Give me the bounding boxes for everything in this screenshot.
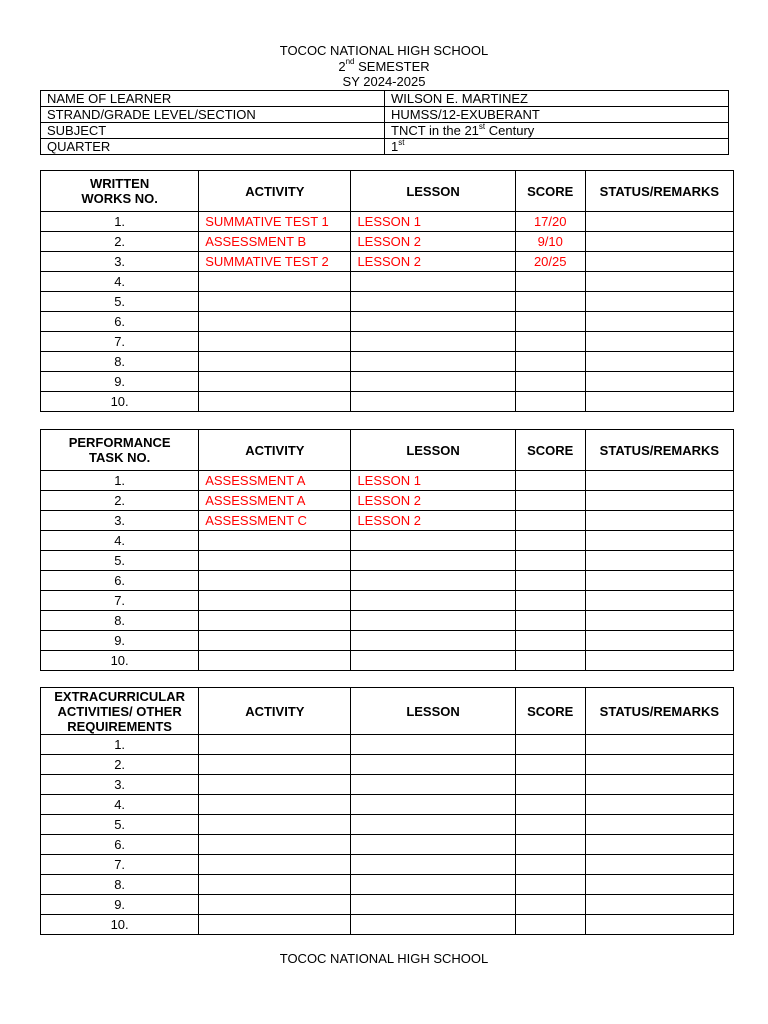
written-header-line1: WRITTEN xyxy=(90,176,150,191)
info-row-strand xyxy=(41,107,729,123)
activity-cell xyxy=(199,895,351,915)
activity-cell: SUMMATIVE TEST 1 xyxy=(199,212,351,232)
status-cell xyxy=(585,491,733,511)
activity-cell xyxy=(199,272,351,292)
activity-cell xyxy=(199,591,351,611)
score-cell xyxy=(515,915,585,935)
info-row-quarter xyxy=(41,139,729,155)
subject-value xyxy=(385,123,729,139)
status-cell xyxy=(585,915,733,935)
lesson-cell xyxy=(351,591,515,611)
score-cell xyxy=(515,392,585,412)
activity-cell: ASSESSMENT C xyxy=(199,511,351,531)
extra-header-line3: REQUIREMENTS xyxy=(67,718,172,734)
score-cell xyxy=(515,312,585,332)
name-label: NAME OF LEARNER xyxy=(41,91,385,107)
table-row xyxy=(41,292,734,312)
table-row xyxy=(41,531,734,551)
score-cell xyxy=(515,531,585,551)
row-number: 5. xyxy=(41,292,199,312)
row-number: 4. xyxy=(41,272,199,292)
table-row xyxy=(41,352,734,372)
activity-header: ACTIVITY xyxy=(199,171,351,212)
activity-cell: ASSESSMENT B xyxy=(199,232,351,252)
status-cell xyxy=(585,775,733,795)
activity-cell xyxy=(199,755,351,775)
status-cell xyxy=(585,611,733,631)
quarter-label: QUARTER xyxy=(41,139,385,155)
activity-cell xyxy=(199,775,351,795)
lesson-header: LESSON xyxy=(351,688,515,735)
status-cell xyxy=(585,272,733,292)
quarter-number: 1 xyxy=(391,139,399,154)
score-cell xyxy=(515,551,585,571)
status-cell xyxy=(585,252,733,272)
lesson-cell xyxy=(351,292,515,312)
lesson-cell xyxy=(351,755,515,775)
status-cell xyxy=(585,372,733,392)
info-row-name xyxy=(41,91,729,107)
status-cell xyxy=(585,551,733,571)
score-cell xyxy=(515,631,585,651)
score-cell xyxy=(515,755,585,775)
row-number: 3. xyxy=(41,252,199,272)
row-number: 5. xyxy=(41,815,199,835)
row-number: 9. xyxy=(41,631,199,651)
status-cell xyxy=(585,511,733,531)
lesson-cell xyxy=(351,312,515,332)
lesson-cell: LESSON 2 xyxy=(351,491,515,511)
table-row xyxy=(41,591,734,611)
table-row xyxy=(41,875,734,895)
status-cell xyxy=(585,651,733,671)
activity-cell xyxy=(199,292,351,312)
lesson-cell xyxy=(351,272,515,292)
status-cell xyxy=(585,855,733,875)
performance-task-table xyxy=(40,429,734,671)
table-row xyxy=(41,631,734,651)
row-number: 3. xyxy=(41,775,199,795)
score-cell xyxy=(515,775,585,795)
score-cell xyxy=(515,272,585,292)
activity-cell xyxy=(199,392,351,412)
school-name: TOCOC NATIONAL HIGH SCHOOL xyxy=(279,43,489,58)
written-header-line2: WORKS NO. xyxy=(81,191,158,206)
table-row xyxy=(41,895,734,915)
extra-header-row xyxy=(41,688,734,735)
status-cell xyxy=(585,895,733,915)
score-cell xyxy=(515,511,585,531)
status-cell xyxy=(585,392,733,412)
status-cell xyxy=(585,332,733,352)
table-row xyxy=(41,855,734,875)
row-number: 4. xyxy=(41,795,199,815)
lesson-cell xyxy=(351,571,515,591)
row-number: 8. xyxy=(41,611,199,631)
semester-line xyxy=(0,59,768,75)
lesson-cell xyxy=(351,372,515,392)
score-cell xyxy=(515,835,585,855)
name-value: WILSON E. MARTINEZ xyxy=(385,91,729,107)
status-cell xyxy=(585,571,733,591)
school-year: SY 2024-2025 xyxy=(342,74,426,89)
activity-cell xyxy=(199,651,351,671)
activity-cell xyxy=(199,312,351,332)
row-number: 1. xyxy=(41,212,199,232)
score-cell xyxy=(515,471,585,491)
status-header: STATUS/REMARKS xyxy=(585,688,733,735)
activity-cell xyxy=(199,332,351,352)
activity-cell xyxy=(199,835,351,855)
semester-number: 2 xyxy=(338,58,346,74)
activity-cell xyxy=(199,815,351,835)
table-row xyxy=(41,491,734,511)
row-number: 7. xyxy=(41,855,199,875)
score-cell xyxy=(515,571,585,591)
row-number: 6. xyxy=(41,835,199,855)
activity-cell xyxy=(199,915,351,935)
activity-cell xyxy=(199,855,351,875)
status-cell xyxy=(585,875,733,895)
strand-value: HUMSS/12-EXUBERANT xyxy=(385,107,729,123)
lesson-cell xyxy=(351,651,515,671)
activity-header: ACTIVITY xyxy=(199,430,351,471)
row-number: 1. xyxy=(41,735,199,755)
status-cell xyxy=(585,815,733,835)
status-cell xyxy=(585,352,733,372)
status-cell xyxy=(585,591,733,611)
activity-cell xyxy=(199,551,351,571)
table-row xyxy=(41,332,734,352)
row-number: 10. xyxy=(41,392,199,412)
activity-cell xyxy=(199,571,351,591)
activity-cell xyxy=(199,735,351,755)
lesson-cell xyxy=(351,392,515,412)
extra-no-header xyxy=(41,688,199,735)
status-header: STATUS/REMARKS xyxy=(585,430,733,471)
table-row xyxy=(41,471,734,491)
table-row xyxy=(41,571,734,591)
status-cell xyxy=(585,755,733,775)
score-cell xyxy=(515,875,585,895)
subject-text: TNCT in the 21 xyxy=(391,123,479,138)
table-row xyxy=(41,915,734,935)
lesson-cell xyxy=(351,855,515,875)
performance-header-line1: PERFORMANCE xyxy=(68,435,171,450)
row-number: 4. xyxy=(41,531,199,551)
activity-header: ACTIVITY xyxy=(199,688,351,735)
lesson-cell xyxy=(351,551,515,571)
table-row xyxy=(41,312,734,332)
row-number: 9. xyxy=(41,372,199,392)
lesson-cell xyxy=(351,835,515,855)
score-header: SCORE xyxy=(515,430,585,471)
row-number: 5. xyxy=(41,551,199,571)
score-cell: 17/20 xyxy=(515,212,585,232)
document-header xyxy=(0,43,768,90)
lesson-cell xyxy=(351,815,515,835)
learner-info-table xyxy=(40,90,729,155)
lesson-cell xyxy=(351,895,515,915)
table-row xyxy=(41,551,734,571)
subject-suffix: st xyxy=(478,121,486,131)
activity-cell: ASSESSMENT A xyxy=(199,491,351,511)
lesson-cell: LESSON 2 xyxy=(351,511,515,531)
row-number: 7. xyxy=(41,332,199,352)
activity-cell xyxy=(199,875,351,895)
score-cell xyxy=(515,491,585,511)
score-cell xyxy=(515,795,585,815)
lesson-cell: LESSON 1 xyxy=(351,212,515,232)
status-cell xyxy=(585,835,733,855)
semester-label: SEMESTER xyxy=(354,58,430,74)
status-cell xyxy=(585,471,733,491)
score-cell xyxy=(515,815,585,835)
score-cell xyxy=(515,855,585,875)
extra-header-line2: ACTIVITIES/ OTHER xyxy=(57,703,182,719)
status-cell xyxy=(585,212,733,232)
score-cell xyxy=(515,372,585,392)
lesson-cell: LESSON 2 xyxy=(351,252,515,272)
score-cell xyxy=(515,895,585,915)
performance-no-header xyxy=(41,430,199,471)
written-works-table xyxy=(40,170,734,412)
activity-cell: SUMMATIVE TEST 2 xyxy=(199,252,351,272)
row-number: 2. xyxy=(41,755,199,775)
activity-cell xyxy=(199,352,351,372)
table-row xyxy=(41,252,734,272)
score-cell xyxy=(515,352,585,372)
table-row xyxy=(41,651,734,671)
lesson-cell: LESSON 2 xyxy=(351,232,515,252)
score-cell xyxy=(515,611,585,631)
table-row xyxy=(41,795,734,815)
table-row xyxy=(41,775,734,795)
status-cell xyxy=(585,531,733,551)
table-row xyxy=(41,232,734,252)
info-row-subject xyxy=(41,123,729,139)
table-row xyxy=(41,212,734,232)
score-header: SCORE xyxy=(515,688,585,735)
activity-cell xyxy=(199,631,351,651)
performance-header-line2: TASK NO. xyxy=(89,450,151,465)
score-cell xyxy=(515,332,585,352)
status-cell xyxy=(585,312,733,332)
extra-header-line1: EXTRACURRICULAR xyxy=(54,688,185,704)
lesson-cell xyxy=(351,915,515,935)
row-number: 2. xyxy=(41,232,199,252)
table-row xyxy=(41,392,734,412)
activity-cell xyxy=(199,611,351,631)
status-cell xyxy=(585,735,733,755)
activity-cell: ASSESSMENT A xyxy=(199,471,351,491)
lesson-header: LESSON xyxy=(351,430,515,471)
performance-header-row xyxy=(41,430,734,471)
table-row xyxy=(41,272,734,292)
lesson-header: LESSON xyxy=(351,171,515,212)
row-number: 8. xyxy=(41,352,199,372)
row-number: 10. xyxy=(41,915,199,935)
subject-label: SUBJECT xyxy=(41,123,385,139)
activity-cell xyxy=(199,531,351,551)
quarter-suffix: st xyxy=(398,137,405,147)
table-row xyxy=(41,511,734,531)
lesson-cell xyxy=(351,332,515,352)
table-row xyxy=(41,735,734,755)
table-row xyxy=(41,372,734,392)
lesson-cell: LESSON 1 xyxy=(351,471,515,491)
score-cell xyxy=(515,735,585,755)
row-number: 6. xyxy=(41,312,199,332)
table-row xyxy=(41,755,734,775)
table-row xyxy=(41,611,734,631)
row-number: 10. xyxy=(41,651,199,671)
written-header-row xyxy=(41,171,734,212)
written-no-header xyxy=(41,171,199,212)
score-cell: 20/25 xyxy=(515,252,585,272)
score-cell xyxy=(515,651,585,671)
row-number: 7. xyxy=(41,591,199,611)
strand-label: STRAND/GRADE LEVEL/SECTION xyxy=(41,107,385,123)
lesson-cell xyxy=(351,775,515,795)
row-number: 9. xyxy=(41,895,199,915)
status-header: STATUS/REMARKS xyxy=(585,171,733,212)
row-number: 1. xyxy=(41,471,199,491)
lesson-cell xyxy=(351,531,515,551)
score-cell xyxy=(515,591,585,611)
semester-suffix: nd xyxy=(345,57,355,67)
status-cell xyxy=(585,232,733,252)
table-row xyxy=(41,835,734,855)
lesson-cell xyxy=(351,735,515,755)
score-header: SCORE xyxy=(515,171,585,212)
activity-cell xyxy=(199,795,351,815)
row-number: 6. xyxy=(41,571,199,591)
lesson-cell xyxy=(351,875,515,895)
score-cell: 9/10 xyxy=(515,232,585,252)
lesson-cell xyxy=(351,631,515,651)
lesson-cell xyxy=(351,795,515,815)
row-number: 2. xyxy=(41,491,199,511)
row-number: 3. xyxy=(41,511,199,531)
extracurricular-table xyxy=(40,687,734,935)
quarter-value xyxy=(385,139,729,155)
status-cell xyxy=(585,795,733,815)
status-cell xyxy=(585,292,733,312)
lesson-cell xyxy=(351,352,515,372)
activity-cell xyxy=(199,372,351,392)
status-cell xyxy=(585,631,733,651)
row-number: 8. xyxy=(41,875,199,895)
lesson-cell xyxy=(351,611,515,631)
subject-text-end: Century xyxy=(485,123,535,138)
document-footer: TOCOC NATIONAL HIGH SCHOOL xyxy=(279,951,489,966)
score-cell xyxy=(515,292,585,312)
table-row xyxy=(41,815,734,835)
